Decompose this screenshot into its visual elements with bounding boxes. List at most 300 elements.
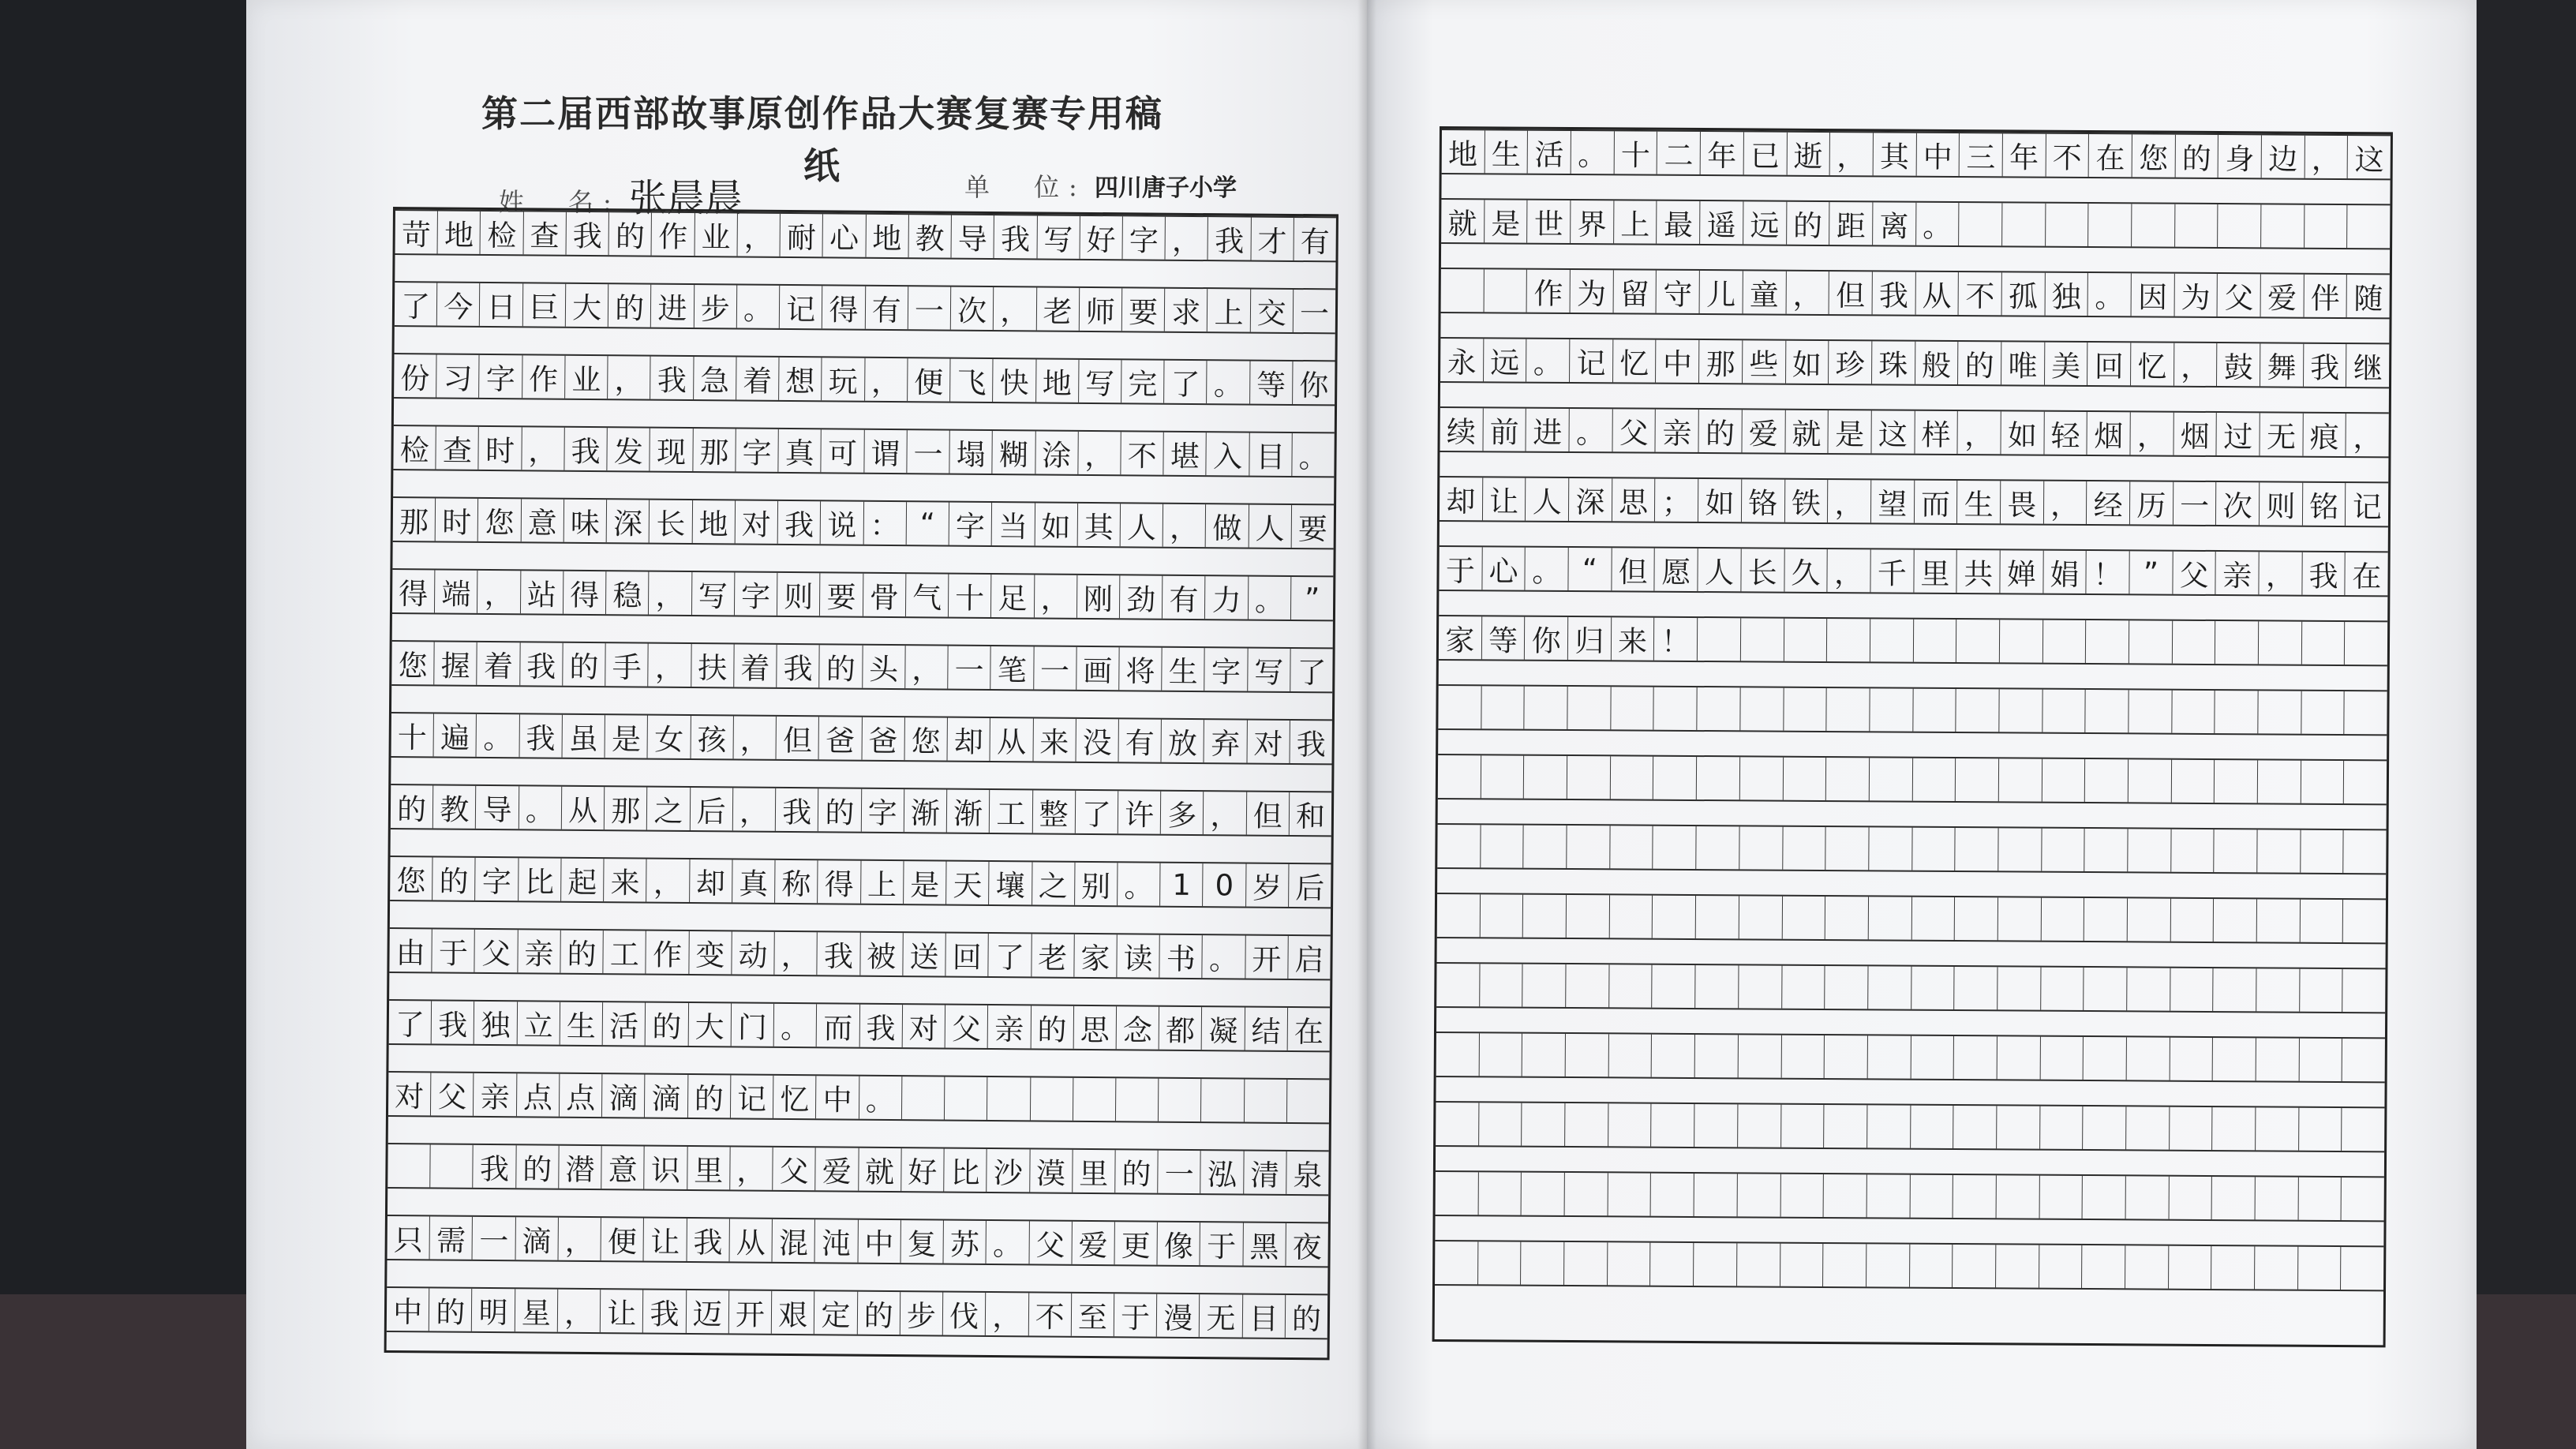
grid-cell: 爸	[819, 717, 863, 759]
grid-cell: ；	[1655, 479, 1698, 522]
grid-cell: ，	[558, 1290, 601, 1332]
grid-cell	[1784, 619, 1827, 661]
grid-cell: 完	[1121, 360, 1165, 402]
grid-cell	[1484, 269, 1527, 312]
grid-cell	[1653, 826, 1697, 869]
grid-cell	[2212, 1107, 2256, 1150]
grid-cell	[2258, 760, 2301, 803]
grid-cell	[1523, 964, 1567, 1007]
grid-cell: 伴	[2304, 275, 2347, 317]
grid-cell: 离	[1873, 202, 1916, 245]
grid-cell: 无	[1200, 1294, 1243, 1337]
grid-row	[1440, 406, 2388, 458]
grid-cell	[1479, 1033, 1522, 1076]
grid-cell: 来	[1612, 617, 1655, 660]
grid-cell: 真	[778, 429, 822, 472]
grid-cell: 业	[695, 213, 738, 256]
grid-cell: 字	[735, 572, 778, 615]
grid-cell: 发	[608, 428, 651, 470]
grid-cell: 爸	[862, 717, 905, 760]
grid-cell	[1870, 619, 1914, 661]
grid-row	[391, 640, 1332, 693]
grid-cell: 父	[475, 930, 519, 972]
grid-cell	[2300, 900, 2343, 942]
grid-cell	[2256, 1038, 2300, 1080]
grid-cell: 活	[1528, 131, 1571, 174]
grid-cell: 便	[908, 358, 951, 401]
grid-cell: 查	[436, 426, 480, 469]
grid-cell: 回	[2087, 343, 2131, 385]
grid-cell: 身	[2218, 135, 2262, 178]
grid-row	[388, 1071, 1329, 1124]
grid-cell: 涂	[1035, 431, 1079, 474]
grid-cell: 远	[1743, 201, 1787, 244]
grid-cell	[1781, 1035, 1825, 1078]
grid-cell: 我	[1296, 728, 1326, 762]
grid-cell: 都	[1159, 1007, 1203, 1050]
grid-cell: 天	[946, 862, 990, 904]
grid-cell: 漫	[1157, 1294, 1200, 1337]
grid-cell	[1911, 1106, 1954, 1148]
grid-cell: 那	[693, 429, 736, 471]
grid-cell	[1609, 964, 1653, 1007]
grid-cell: 念	[1117, 1006, 1160, 1049]
grid-cell	[1651, 1174, 1694, 1216]
grid-cell: 立	[517, 1002, 560, 1044]
grid-cell: 深	[1569, 478, 1612, 521]
grid-cell: 的	[1699, 410, 1743, 452]
grid-cell: 人	[1121, 504, 1164, 546]
grid-cell: 目	[1242, 1295, 1286, 1338]
grid-cell	[1609, 895, 1653, 938]
grid-cell	[1739, 826, 1783, 869]
grid-cell: 世	[1527, 200, 1571, 243]
grid-cell: 检	[481, 212, 524, 254]
grid-cell: 边	[2262, 135, 2305, 178]
grid-cell: 而	[1915, 481, 1958, 523]
grid-cell: 滴	[602, 1074, 646, 1117]
unit-field	[964, 167, 1237, 204]
grid-cell	[1201, 1079, 1245, 1121]
grid-cell: 变	[689, 931, 732, 974]
grid-cell: 距	[1829, 202, 1873, 245]
grid-cell: ，	[2353, 421, 2383, 455]
grid-cell	[1740, 687, 1784, 730]
grid-cell: 年	[2003, 133, 2046, 176]
grid-cell: 。	[1571, 131, 1615, 174]
grid-cell: 写	[1248, 649, 1291, 691]
grid-cell: 滴	[515, 1217, 559, 1260]
grid-cell	[2256, 1177, 2299, 1219]
grid-cell: 我	[687, 1219, 730, 1261]
grid-cell	[2342, 1178, 2384, 1220]
grid-cell: 我	[994, 215, 1038, 258]
grid-cell	[1608, 1103, 1652, 1146]
grid-cell: 对	[902, 1005, 945, 1047]
left-page	[246, 0, 1367, 1449]
grid-cell: 长	[650, 500, 693, 543]
grid-cell: 沙	[987, 1149, 1031, 1192]
grid-cell: 一	[1158, 1151, 1201, 1193]
grid-cell: 就	[859, 1148, 902, 1191]
grid-cell	[1784, 688, 1827, 731]
grid-row	[390, 856, 1331, 908]
grid-cell	[2085, 829, 2129, 871]
grid-cell: 气	[906, 574, 949, 616]
grid-row	[392, 568, 1333, 621]
grid-row	[1437, 823, 2386, 874]
grid-cell: 愿	[1655, 549, 1698, 591]
grid-cell	[1694, 1243, 1737, 1286]
grid-cell: 将	[1119, 647, 1163, 690]
grid-cell: 一	[948, 646, 991, 689]
grid-cell	[2042, 759, 2085, 802]
grid-row	[389, 999, 1330, 1052]
grid-cell	[1997, 1106, 2040, 1148]
grid-cell	[1478, 1172, 1522, 1215]
grid-cell	[1739, 896, 1783, 938]
grid-cell: 动	[732, 931, 775, 974]
grid-cell	[2342, 1108, 2385, 1151]
grid-cell: 的	[1958, 342, 2001, 384]
grid-row	[393, 496, 1334, 549]
grid-cell: 。	[1203, 935, 1246, 978]
grid-cell: ，	[522, 427, 565, 470]
grid-cell	[1782, 897, 1825, 939]
grid-cell	[1866, 1244, 1910, 1286]
grid-cell	[2343, 969, 2386, 1012]
grid-cell	[2171, 829, 2215, 872]
grid-cell	[2299, 1108, 2342, 1151]
grid-cell: ，	[477, 571, 521, 613]
grid-cell: 但	[1612, 548, 1655, 590]
grid-cell: 步	[900, 1292, 944, 1335]
grid-cell	[1567, 826, 1610, 868]
grid-cell: 亲	[518, 930, 561, 972]
grid-cell: 滴	[645, 1075, 688, 1118]
grid-cell: 不	[1959, 272, 2002, 315]
grid-cell	[1608, 1242, 1651, 1285]
grid-cell: 十	[949, 575, 992, 617]
grid-cell	[2344, 761, 2387, 803]
grid-cell: 十	[391, 713, 435, 756]
grid-cell: 我	[859, 1005, 903, 1047]
grid-cell: 已	[1743, 132, 1787, 174]
grid-cell: 亲	[2216, 552, 2260, 594]
grid-cell: 是	[1829, 410, 1872, 453]
grid-cell: 为	[2174, 274, 2218, 316]
grid-cell: 塌	[949, 431, 993, 474]
grid-cell: 里	[1073, 1150, 1116, 1193]
grid-cell: 于	[432, 929, 476, 972]
grid-cell	[1522, 1103, 1565, 1146]
grid-cell: 我	[1208, 217, 1252, 260]
grid-cell	[1654, 687, 1698, 730]
grid-cell: 许	[1118, 791, 1162, 833]
grid-cell: 回	[945, 934, 989, 976]
grid-cell	[1868, 966, 1911, 1009]
grid-cell: 像	[1158, 1222, 1201, 1265]
grid-cell: 我	[651, 357, 695, 399]
grid-cell: 别	[1075, 863, 1118, 905]
grid-cell: 就	[1441, 200, 1485, 242]
grid-cell	[2298, 1247, 2342, 1290]
grid-cell: 记	[780, 286, 823, 328]
grid-cell	[1911, 1036, 1954, 1079]
grid-cell: 地	[692, 500, 736, 543]
grid-cell: 却	[1440, 477, 1483, 520]
grid-cell: 人	[1698, 549, 1742, 591]
grid-cell: 父	[2173, 552, 2216, 594]
grid-cell: 才	[1251, 218, 1294, 260]
grid-cell: 中	[1916, 133, 1960, 176]
grid-cell: 生	[1957, 481, 2001, 523]
grid-cell	[1998, 1036, 2041, 1079]
grid-cell: 鼓	[2217, 343, 2260, 386]
grid-cell: 思	[1612, 478, 1656, 521]
grid-cell: 只	[388, 1216, 431, 1259]
grid-cell	[1565, 1173, 1608, 1215]
grid-cell	[945, 1077, 988, 1120]
grid-cell: ，	[2174, 343, 2218, 386]
grid-cell	[2128, 829, 2171, 871]
grid-cell: 地	[438, 211, 481, 253]
grid-cell	[2128, 898, 2171, 941]
grid-cell: 如	[2001, 411, 2044, 454]
grid-cell: 耐	[781, 214, 824, 256]
grid-cell: 稳	[606, 571, 650, 614]
grid-cell: 从	[729, 1219, 773, 1261]
grid-cell	[1523, 895, 1567, 938]
grid-cell	[1564, 1242, 1608, 1285]
grid-cell: 记	[2352, 490, 2382, 525]
grid-cell: 的	[646, 1003, 689, 1046]
grid-cell: 归	[1568, 617, 1612, 660]
grid-cell: 永	[1440, 339, 1484, 381]
grid-row	[1439, 615, 2387, 666]
grid-cell: 意	[521, 499, 564, 541]
grid-cell: 今	[437, 283, 481, 325]
grid-cell: 。	[1526, 548, 1569, 590]
grid-cell: 飞	[950, 359, 994, 402]
grid-cell: 继	[2353, 351, 2383, 386]
grid-cell	[1869, 897, 1912, 939]
grid-cell	[2002, 203, 2046, 245]
grid-cell: 独	[474, 1002, 518, 1044]
grid-cell: 星	[515, 1289, 559, 1331]
grid-cell	[1650, 1243, 1694, 1286]
grid-cell: ，	[986, 1293, 1029, 1335]
grid-cell: 中	[816, 1076, 859, 1118]
grid-cell: 唯	[2001, 342, 2045, 384]
grid-cell: 画	[1076, 647, 1120, 690]
grid-cell: 头	[863, 646, 906, 688]
grid-row	[391, 784, 1331, 837]
grid-cell: ，	[865, 358, 908, 401]
grid-cell	[2170, 968, 2214, 1011]
grid-cell: 守	[1657, 271, 1700, 313]
grid-cell: 是	[904, 861, 947, 904]
grid-cell: ，	[1786, 271, 1829, 314]
grid-cell	[1073, 1078, 1117, 1121]
grid-cell: 您	[2132, 134, 2176, 177]
grid-cell: 父	[1612, 409, 1656, 451]
grid-cell: 十	[1614, 131, 1657, 174]
grid-cell: 更	[1114, 1222, 1158, 1264]
grid-cell: 美	[2045, 343, 2088, 385]
grid-cell: 一	[2174, 482, 2217, 525]
grid-cell: 送	[903, 933, 946, 975]
grid-row	[395, 281, 1335, 334]
grid-cell: 工	[990, 790, 1033, 833]
grid-cell: 亲	[988, 1005, 1032, 1048]
grid-cell: 意	[601, 1146, 645, 1189]
grid-cell	[1824, 1174, 1867, 1217]
grid-cell	[2040, 1037, 2084, 1080]
grid-cell: 如	[1698, 479, 1742, 522]
grid-cell: 来	[604, 859, 647, 901]
grid-cell	[1522, 1034, 1566, 1076]
grid-cell	[1953, 1106, 1997, 1148]
grid-cell: ：	[863, 502, 907, 545]
grid-cell	[1870, 758, 1913, 800]
grid-cell: 复	[900, 1220, 944, 1263]
grid-row	[1436, 1101, 2384, 1152]
grid-cell	[1783, 758, 1826, 800]
grid-cell: 我	[2304, 344, 2347, 387]
grid-cell	[1245, 1080, 1288, 1122]
grid-cell: 你	[1299, 369, 1329, 403]
grid-row	[1436, 962, 2385, 1013]
grid-cell: 渐	[904, 789, 948, 832]
grid-cell	[1738, 1035, 1781, 1077]
grid-cell: 需	[430, 1216, 474, 1259]
grid-cell: 混	[773, 1219, 816, 1262]
grid-row	[1440, 476, 2388, 527]
grid-cell: 日	[480, 283, 523, 326]
grid-cell: 前	[1483, 408, 1526, 451]
grid-cell: 我	[2302, 552, 2346, 595]
grid-cell	[1869, 827, 1912, 870]
grid-cell: 痕	[2303, 414, 2346, 456]
grid-cell: 过	[2217, 413, 2260, 455]
grid-cell: 字	[1205, 648, 1249, 691]
grid-cell: 样	[1915, 411, 1958, 454]
grid-cell: 后	[690, 788, 733, 830]
grid-cell: 我	[474, 1145, 517, 1188]
grid-cell	[2041, 898, 2084, 941]
grid-cell	[1567, 687, 1611, 729]
grid-cell: 地	[1442, 130, 1485, 173]
grid-cell	[2256, 968, 2300, 1011]
grid-cell: 忆	[1613, 339, 1657, 382]
grid-cell: ，	[1204, 792, 1247, 834]
grid-cell: 没	[1076, 719, 1119, 762]
grid-cell: 伐	[943, 1293, 987, 1335]
grid-cell	[1524, 756, 1567, 799]
grid-cell: 孤	[2001, 272, 2045, 315]
grid-cell: 轻	[2044, 412, 2087, 455]
grid-cell	[1996, 1245, 2039, 1287]
grid-cell: 泉	[1293, 1158, 1323, 1193]
grid-cell: 门	[732, 1003, 775, 1046]
grid-cell	[1737, 1174, 1780, 1216]
grid-row	[1441, 268, 2390, 319]
grid-cell: ，	[2305, 136, 2348, 178]
grid-cell: 铭	[2303, 483, 2346, 526]
grid-cell: 留	[1613, 270, 1657, 313]
grid-cell: 爱	[1072, 1222, 1115, 1264]
grid-cell: 二	[1657, 132, 1701, 174]
grid-cell: 岁	[1246, 864, 1290, 907]
grid-cell: 老	[1032, 934, 1075, 976]
grid-cell: 遥	[1700, 201, 1743, 244]
grid-cell: 了	[389, 1001, 432, 1043]
grid-cell: 心	[1482, 547, 1526, 590]
grid-cell	[2300, 969, 2343, 1012]
grid-cell: 得	[822, 286, 866, 328]
grid-cell	[2127, 968, 2170, 1010]
grid-cell: 在	[1294, 1015, 1324, 1050]
grid-cell: 但	[1829, 271, 1873, 314]
grid-cell: 为	[1571, 270, 1614, 313]
grid-cell: 交	[1250, 290, 1294, 332]
grid-cell	[2172, 691, 2215, 733]
grid-cell	[1999, 758, 2042, 801]
grid-cell: 却	[948, 718, 991, 761]
grid-cell: 称	[775, 860, 818, 903]
grid-cell	[1956, 689, 2000, 732]
grid-cell: 生	[1162, 648, 1205, 691]
grid-cell	[2341, 1247, 2383, 1290]
grid-cell	[2345, 622, 2387, 665]
grid-cell	[2042, 620, 2086, 663]
grid-cell: 想	[779, 358, 822, 400]
grid-cell: ，	[2259, 552, 2302, 594]
grid-cell	[2169, 1246, 2212, 1289]
grid-cell	[1998, 828, 2042, 871]
grid-cell	[1481, 825, 1524, 867]
grid-cell: 比	[944, 1149, 987, 1192]
grid-cell	[1437, 825, 1481, 867]
grid-cell	[1783, 827, 1826, 870]
grid-cell	[2305, 205, 2348, 248]
grid-cell: ，	[905, 646, 949, 688]
grid-cell: ，	[1830, 133, 1874, 175]
grid-cell	[2041, 968, 2084, 1010]
grid-cell: 。	[1118, 863, 1161, 905]
grid-cell: ，	[558, 1218, 601, 1260]
grid-cell: 迈	[686, 1290, 729, 1333]
grid-cell: 珍	[1829, 341, 1872, 384]
grid-cell: 界	[1571, 200, 1614, 243]
grid-cell: 在	[2089, 134, 2132, 177]
grid-row	[387, 1286, 1327, 1339]
grid-cell	[430, 1144, 474, 1187]
grid-cell: 苛	[395, 211, 439, 253]
grid-cell: 是	[605, 715, 649, 758]
grid-cell: 父	[431, 1073, 474, 1115]
grid-cell: 教	[908, 215, 952, 257]
grid-cell: 。	[774, 1004, 818, 1046]
grid-cell: 我	[564, 428, 608, 470]
grid-cell: 但	[777, 717, 820, 759]
grid-cell: 于	[1439, 547, 1482, 590]
grid-cell: 随	[2353, 282, 2383, 316]
grid-cell: 味	[564, 500, 608, 542]
grid-cell	[1438, 686, 1481, 728]
grid-cell: 老	[1036, 287, 1080, 330]
